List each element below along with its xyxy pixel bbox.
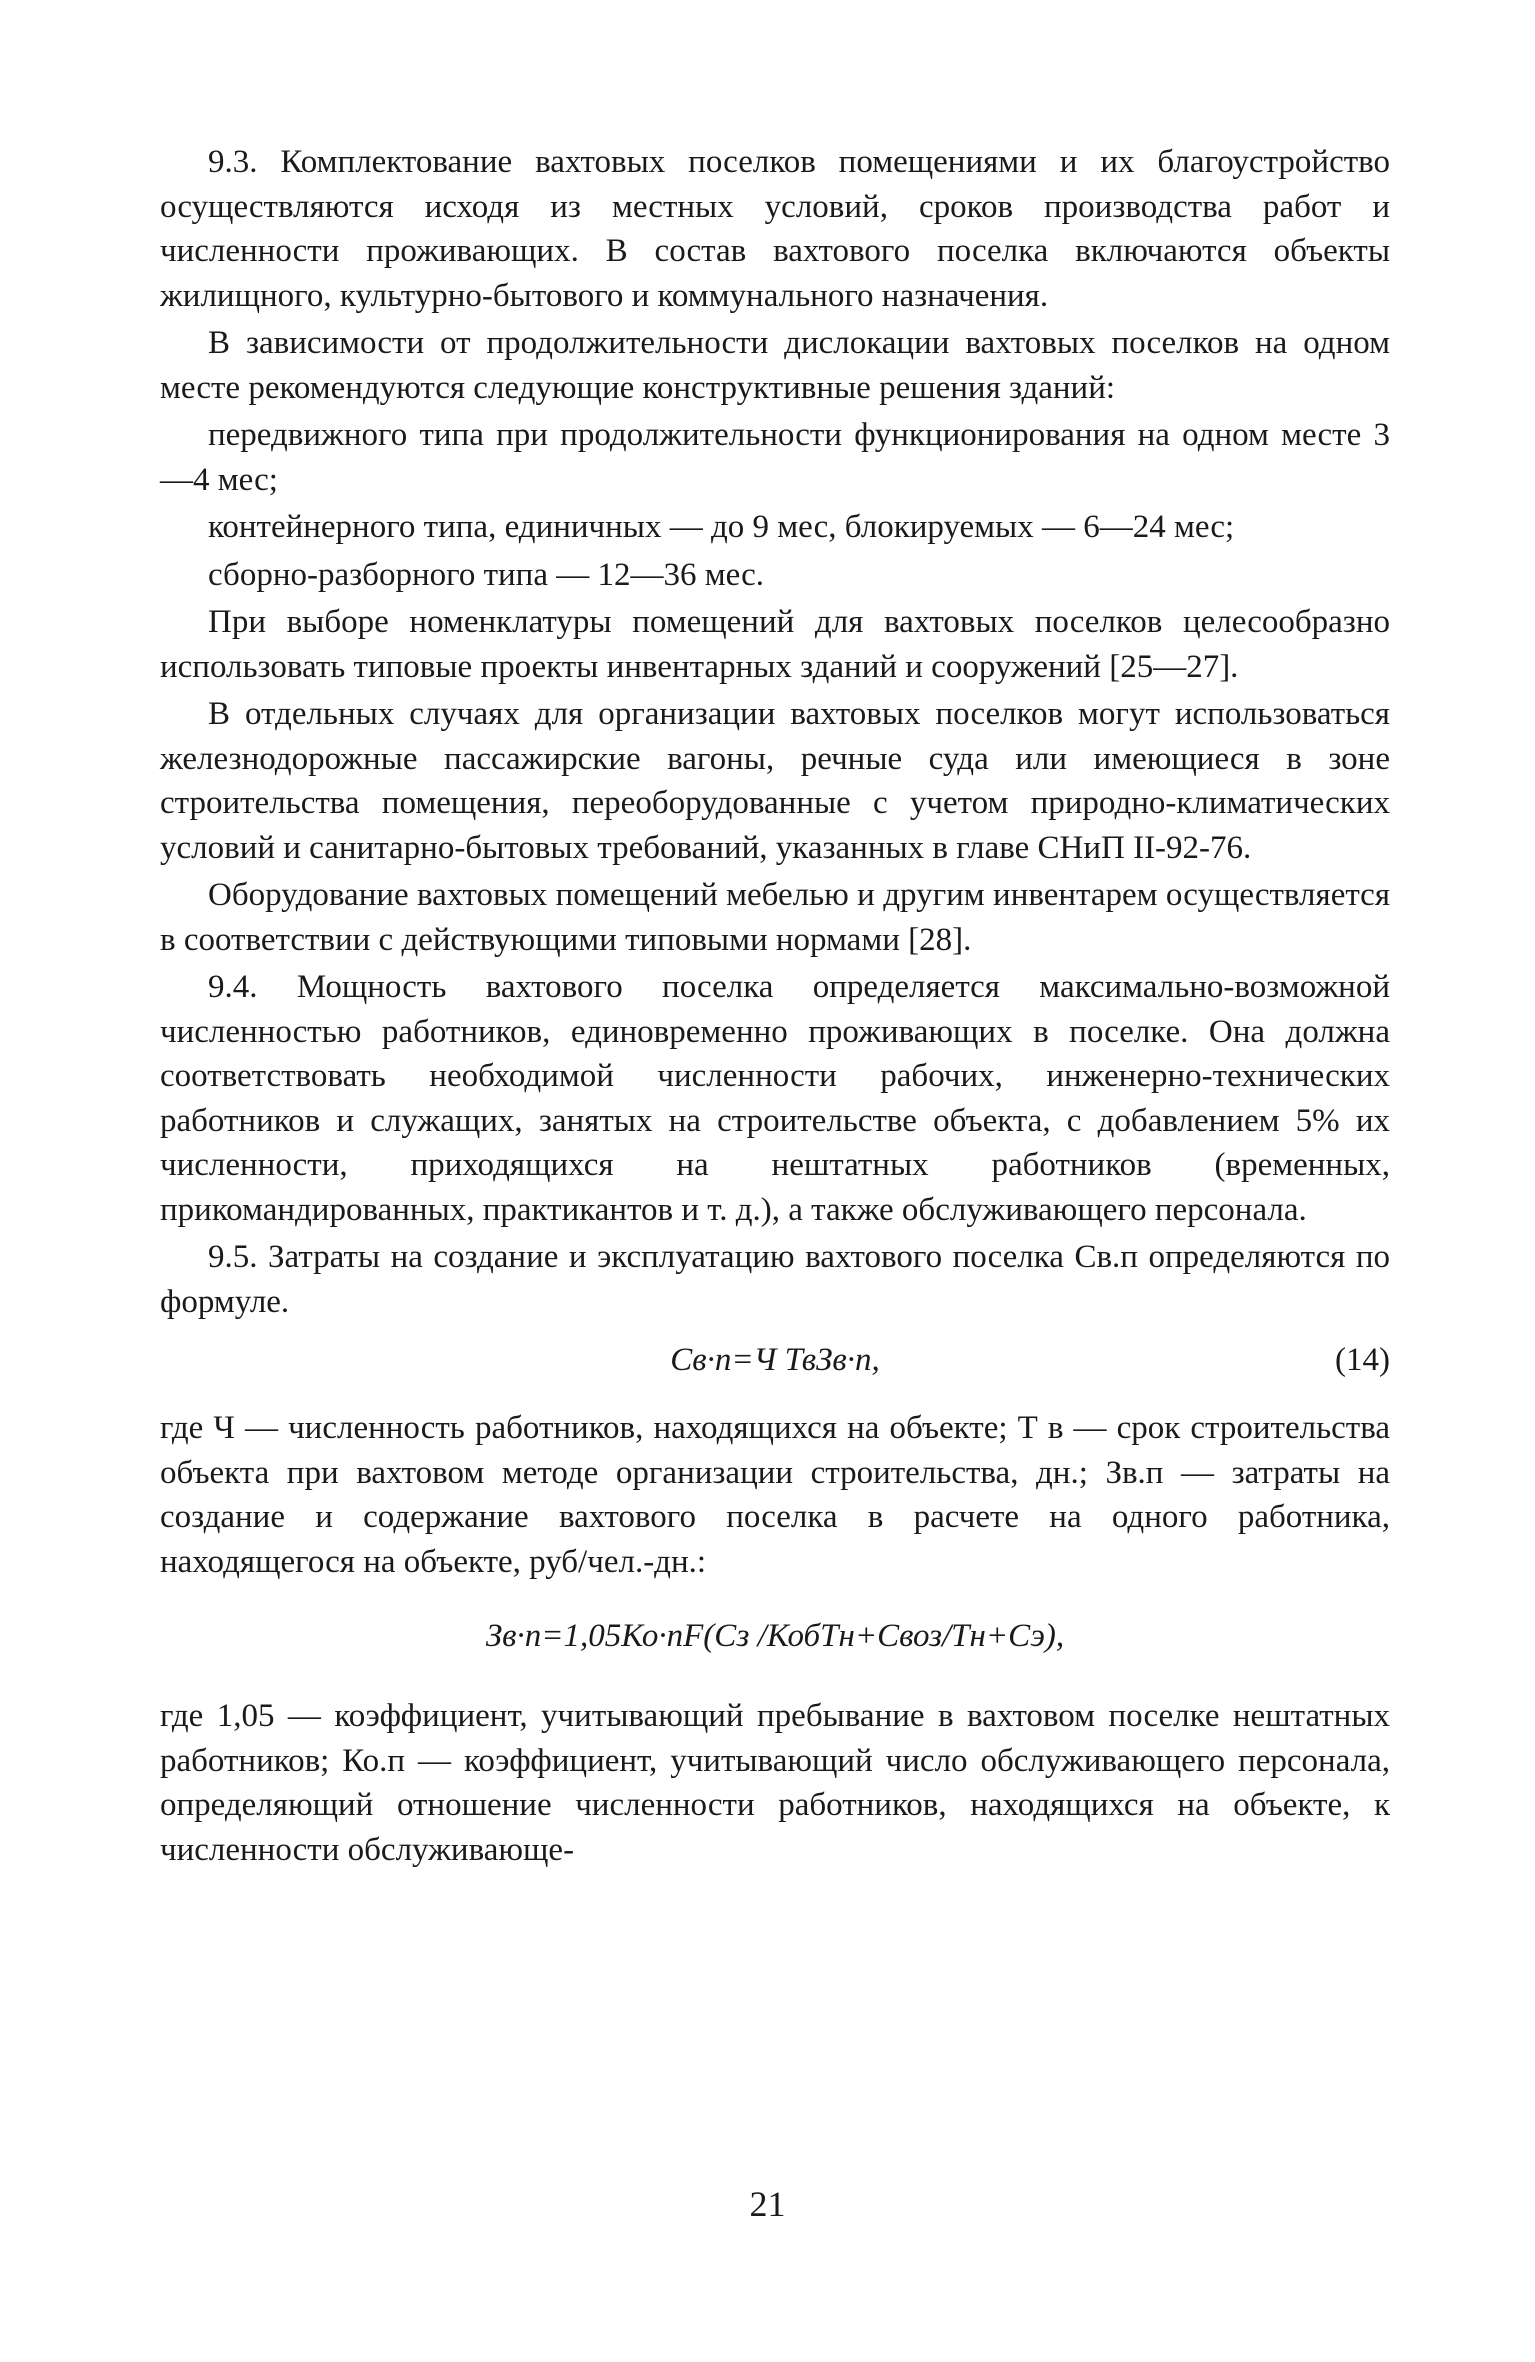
page-body [160,140,1390,1875]
paragraph: 9.3. Комплектование вахтовых поселков помещениями и их благоустройство осуществляются исходя из местных условий, сроков производства работ и численности проживающих. В состав вахтового поселка включаются объекты жилищного, культурно-бытового и коммунального назначения. [160,144,1390,314]
paragraph: В зависимости от продолжительности дислокации вахтовых поселков на одном месте рекомендуются следующие конструктивные решения зданий: [160,325,1390,406]
list-item: сборно-разборного типа — 12—36 мес. [208,556,764,593]
paragraph: где 1,05 — коэффициент, учитывающий пребывание в вахтовом поселке нештатных работников; Ко.п — коэффициент, учитывающий число обслуживающего персонала, определяющий отношение численности работников, находящихся на объекте, к численности обслуживающе- [160,1698,1390,1868]
paragraph: 9.5. Затраты на создание и эксплуатацию вахтового поселка Св.п определяются по формуле. [160,1239,1390,1320]
formula-number: (14) [1335,1342,1390,1378]
list-item: контейнерного типа, единичных — до 9 мес, блокируемых — 6—24 мес; [208,509,1235,545]
paragraph: где Ч — численность работников, находящихся на объекте; Т в — срок строительства объекта при вахтовом методе организации строительства, дн.; Зв.п — затраты на создание и содержание вахтового поселка в расчете на одного работника, находящегося на объекте, руб/чел.-дн.: [160,1410,1390,1580]
formula-expression: Зв·п=1,05Ко·пF(Сз /КобТн+Своз/Тн+Сэ), [485,1618,1065,1654]
formula-14 [160,1338,1390,1396]
paragraph: 9.4. Мощность вахтового поселка определяется максимально-возможной численностью работников, единовременно проживающих в поселке. Она должна соответствовать необходимой численности рабочих, инженерно-технических работников и служащих, занятых на строительстве объекта, с добавлением 5% их численности, приходящихся на нештатных работников (временных, прикомандированных, практикантов и т. д.), а также обслуживающего персонала. [160,969,1390,1228]
paragraph: Оборудование вахтовых помещений мебелью и другим инвентарем осуществляется в соответствии с действующими типовыми нормами [28]. [160,877,1390,958]
paragraph: В отдельных случаях для организации вахтовых поселков могут использоваться железнодорожные пассажирские вагоны, речные суда или имеющиеся в зоне строительства помещения, переоборудованные с учетом природно-климатических условий и санитарно-бытовых требований, указанных в главе СНиП II-92-76. [160,696,1390,866]
page-number: 21 [749,2184,786,2224]
paragraph: При выборе номенклатуры помещений для вахтовых поселков целесообразно использовать типовые проекты инвентарных зданий и сооружений [25—27]. [160,604,1390,685]
list-item: передвижного типа при продолжительности функционирования на одном месте 3—4 мес; [160,417,1390,498]
formula-cost [160,1614,1390,1672]
formula-expression: Св·п=Ч ТвЗв·п, [670,1342,880,1378]
